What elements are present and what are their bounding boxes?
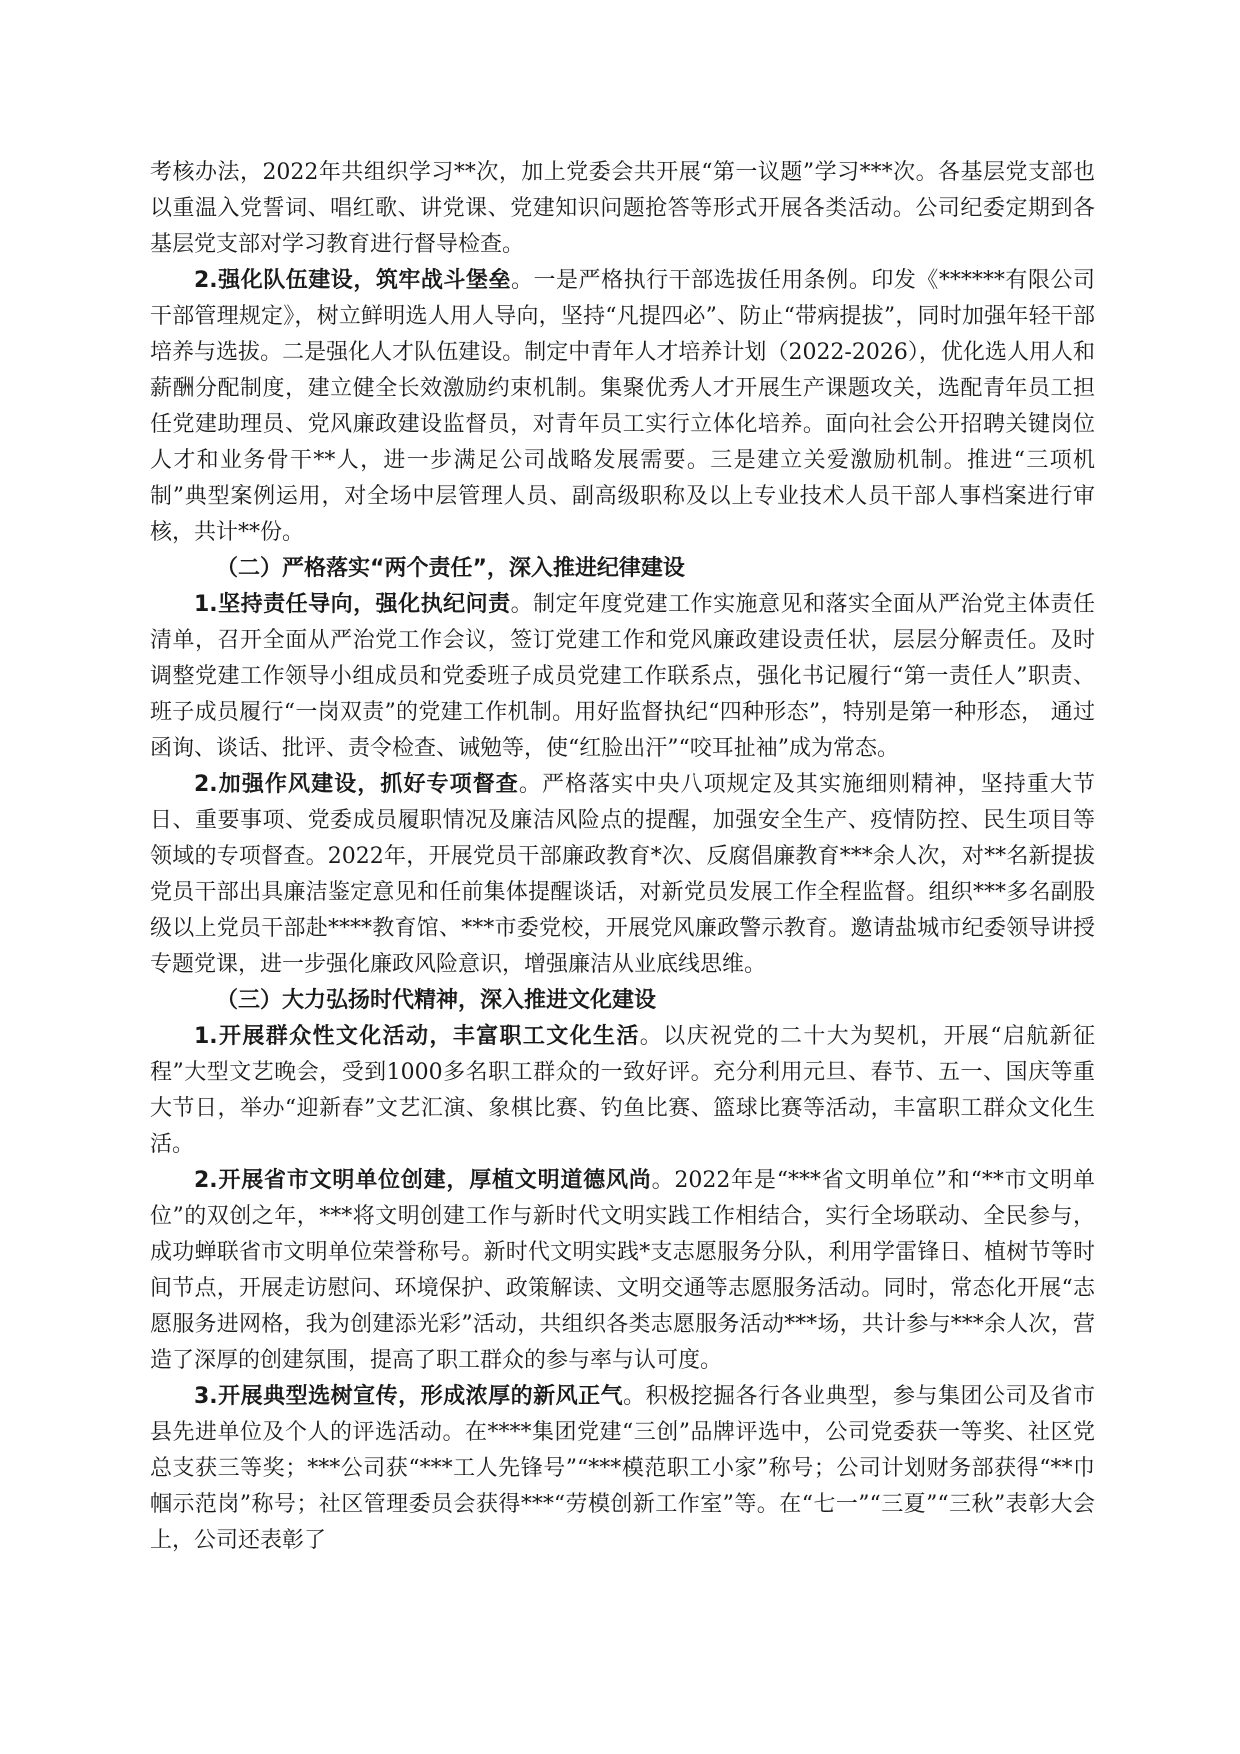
paragraph-lead: 3.开展典型选树宣传，形成浓厚的新风正气 xyxy=(194,1384,624,1409)
paragraph-lead: 1.开展群众性文化活动，丰富职工文化生活 xyxy=(194,1024,640,1049)
paragraph-lead: 1.坚持责任导向，强化执纪问责 xyxy=(194,592,511,617)
paragraph-body: 。以庆祝党的二十大为契机，开展“启航新征程”大型文艺晚会，受到1000多名职工群众的一致好评。充分利用元旦、春节、五一、国庆等重大节日，举办“迎新春”文艺汇演、象棋比赛、钓鱼比赛、篮球比赛等活动，丰富职工群众文化生活。 xyxy=(150,1024,1096,1157)
paragraph-body: 。严格落实中央八项规定及其实施细则精神，坚持重大节日、重要事项、党委成员履职情况及廉洁风险点的提醒，加强安全生产、疫情防控、民生项目等领域的专项督查。2022年，开展党员干部廉政教育*次、反腐倡廉教育***余人次，对**名新提拔党员干部出具廉洁鉴定意见和任前集体提醒谈话，对新党员发展工作全程监督。组织***多名副股级以上党员干部赴****教育馆、***市委党校，开展党风廉政警示教育。邀请盐城市纪委领导讲授专题党课，进一步强化廉政风险意识，增强廉洁从业底线思维。 xyxy=(150,772,1095,977)
paragraph-lead: 2.强化队伍建设，筑牢战斗堡垒 xyxy=(194,268,511,293)
paragraph-lead: 2.加强作风建设，抓好专项督查 xyxy=(194,772,519,797)
document-page xyxy=(150,155,1095,1559)
paragraph-body: 。积极挖掘各行各业典型，参与集团公司及省市县先进单位及个人的评选活动。在****集团党建“三创”品牌评选中，公司党委获一等奖、社区党总支获三等奖；***公司获“***工人先锋号”“***模范职工小家”称号；公司计划财务部获得“**巾帼示范岗”称号；社区管理委员会获得***“劳模创新工作室”等。在“七一”“三夏”“三秋”表彰大会上，公司还表彰了 xyxy=(150,1384,1095,1553)
paragraph-work-style xyxy=(150,767,1095,983)
paragraph-cultural-activities xyxy=(150,1019,1095,1163)
paragraph-civilized-unit xyxy=(150,1163,1095,1379)
section-heading-discipline: （二）严格落实“两个责任”，深入推进纪律建设 xyxy=(216,556,685,581)
paragraph-body: 。一是严格执行干部选拔任用条例。印发《******有限公司干部管理规定》，树立鲜明选人用人导向，坚持“凡提四必”、防止“带病提拔”，同时加强年轻干部培养与选拔。二是强化人才队伍建设。制定中青年人才培养计划（2022-2026），优化选人用人和薪酬分配制度，建立健全长效激励约束机制。集聚优秀人才开展生产课题攻关，选配青年员工担任党建助理员、党风廉政建设监督员，对青年员工实行立体化培养。面向社会公开招聘关键岗位人才和业务骨干**人，进一步满足公司战略发展需要。三是建立关爱激励机制。推进“三项机制”典型案例运用，对全场中层管理人员、副高级职称及以上专业技术人员干部人事档案进行审核，共计**份。 xyxy=(150,268,1095,545)
paragraph-role-models xyxy=(150,1379,1095,1559)
paragraph-accountability xyxy=(150,587,1095,767)
paragraph-team-building xyxy=(150,263,1095,551)
continuation-paragraph: 考核办法，2022年共组织学习**次，加上党委会共开展“第一议题”学习***次。各基层党支部也以重温入党誓词、唱红歌、讲党课、党建知识问题抢答等形式开展各类活动。公司纪委定期到各基层党支部对学习教育进行督导检查。 xyxy=(150,160,1095,257)
paragraph-body: 。2022年是“***省文明单位”和“**市文明单位”的双创之年，***将文明创建工作与新时代文明实践工作相结合，实行全场联动、全民参与，成功蝉联省市文明单位荣誉称号。新时代文明实践*支志愿服务分队，利用学雷锋日、植树节等时间节点，开展走访慰问、环境保护、政策解读、文明交通等志愿服务活动。同时，常态化开展“志愿服务进网格，我为创建添光彩”活动，共组织各类志愿服务活动***场，共计参与***余人次，营造了深厚的创建氛围，提高了职工群众的参与率与认可度。 xyxy=(150,1168,1096,1373)
paragraph-body: 。制定年度党建工作实施意见和落实全面从严治党主体责任清单，召开全面从严治党工作会议，签订党建工作和党风廉政建设责任状，层层分解责任。及时调整党建工作领导小组成员和党委班子成员党建工作联系点，强化书记履行“第一责任人”职责、班子成员履行“一岗双责”的党建工作机制。用好监督执纪“四种形态”，特别是第一种形态， 通过函询、谈话、批评、责令检查、诫勉等，使“红脸出汗”“咬耳扯袖”成为常态。 xyxy=(150,592,1095,761)
section-heading-culture: （三）大力弘扬时代精神，深入推进文化建设 xyxy=(216,988,657,1013)
paragraph-lead: 2.开展省市文明单位创建，厚植文明道德风尚 xyxy=(194,1168,652,1193)
